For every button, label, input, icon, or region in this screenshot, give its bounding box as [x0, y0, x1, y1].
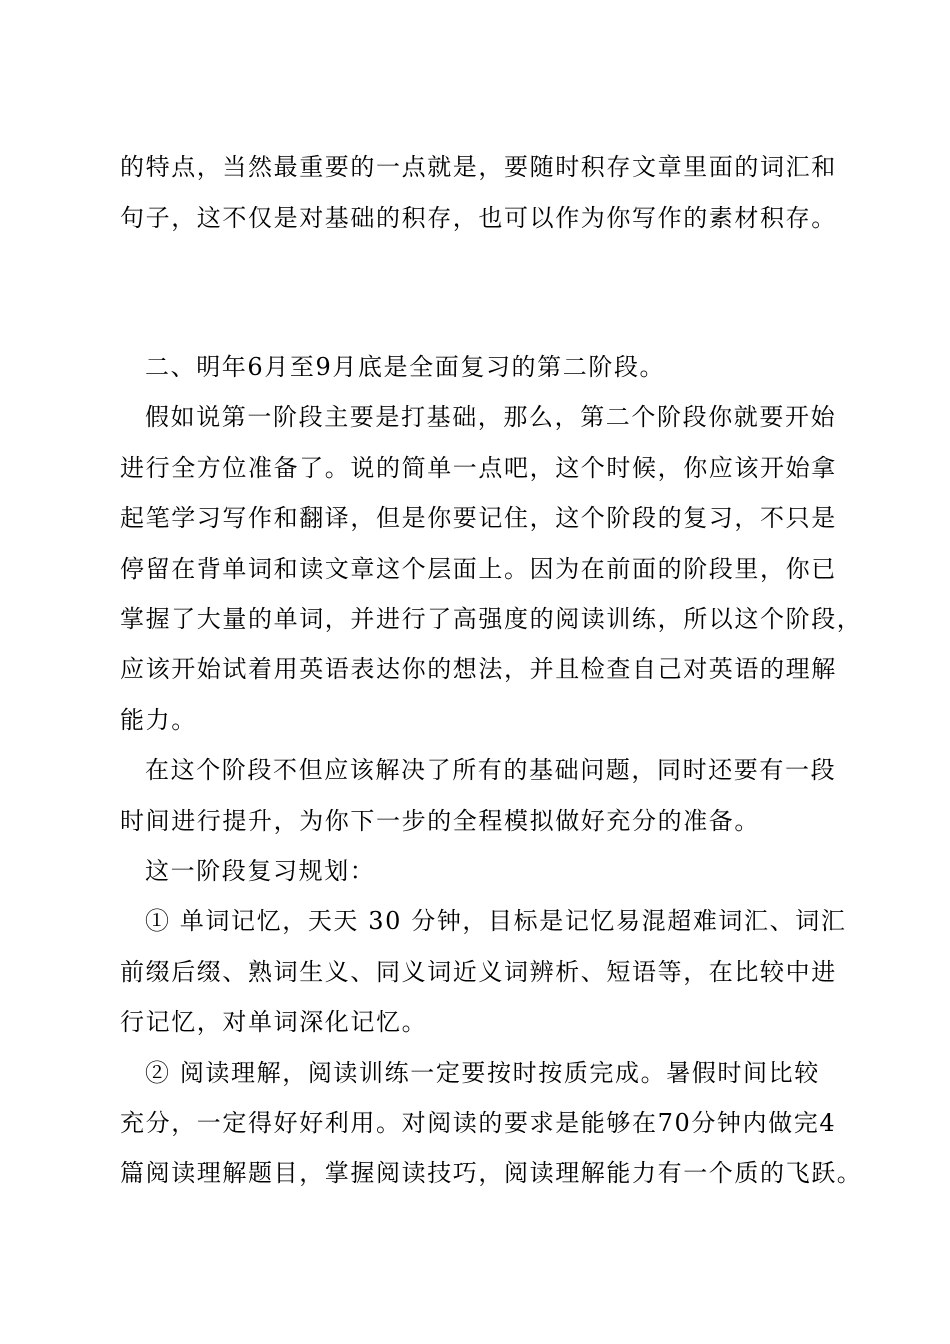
text-line: 起笔学习写作和翻译，但是你要记住，这个阶段的复习，不只是	[120, 504, 837, 532]
text-line: 在这个阶段不但应该解决了所有的基础问题，同时还要有一段	[145, 756, 837, 784]
text-line: 进行全方位准备了。说的简单一点吧，这个时候，你应该开始拿	[120, 454, 837, 482]
list-item-line: 前缀后缀、熟词生义、同义词近义词辨析、短语等，在比较中进	[120, 958, 837, 986]
text-line: 应该开始试着用英语表达你的想法，并且检查自己对英语的理解	[120, 655, 837, 683]
text-line: 能力。	[120, 706, 197, 734]
list-item-line: 充分，一定得好好利用。对阅读的要求是能够在70分钟内做完4	[120, 1109, 837, 1137]
section-heading: 二、明年6月至9月底是全面复习的第二阶段。	[145, 353, 666, 381]
subheading: 这一阶段复习规划：	[145, 857, 376, 885]
text-line: 掌握了大量的单词，并进行了高强度的阅读训练，所以这个阶段，	[120, 605, 863, 633]
list-item-line: 行记忆，对单词深化记忆。	[120, 1008, 428, 1036]
list-item-line: 篇阅读理解题目，掌握阅读技巧，阅读理解能力有一个质的飞跃。	[120, 1159, 863, 1187]
text-line: 的特点，当然最重要的一点就是，要随时积存文章里面的词汇和	[120, 153, 837, 181]
text-line: 时间进行提升，为你下一步的全程模拟做好充分的准备。	[120, 807, 760, 835]
list-item-line: ② 阅读理解，阅读训练一定要按时按质完成。暑假时间比较	[145, 1059, 820, 1087]
list-item-line: ① 单词记忆，天天 30 分钟，目标是记忆易混超难词汇、词汇	[145, 907, 847, 935]
text-line: 停留在背单词和读文章这个层面上。因为在前面的阶段里，你已	[120, 555, 837, 583]
text-line: 假如说第一阶段主要是打基础，那么，第二个阶段你就要开始	[145, 403, 837, 431]
text-line: 句子，这不仅是对基础的积存，也可以作为你写作的素材积存。	[120, 204, 837, 232]
